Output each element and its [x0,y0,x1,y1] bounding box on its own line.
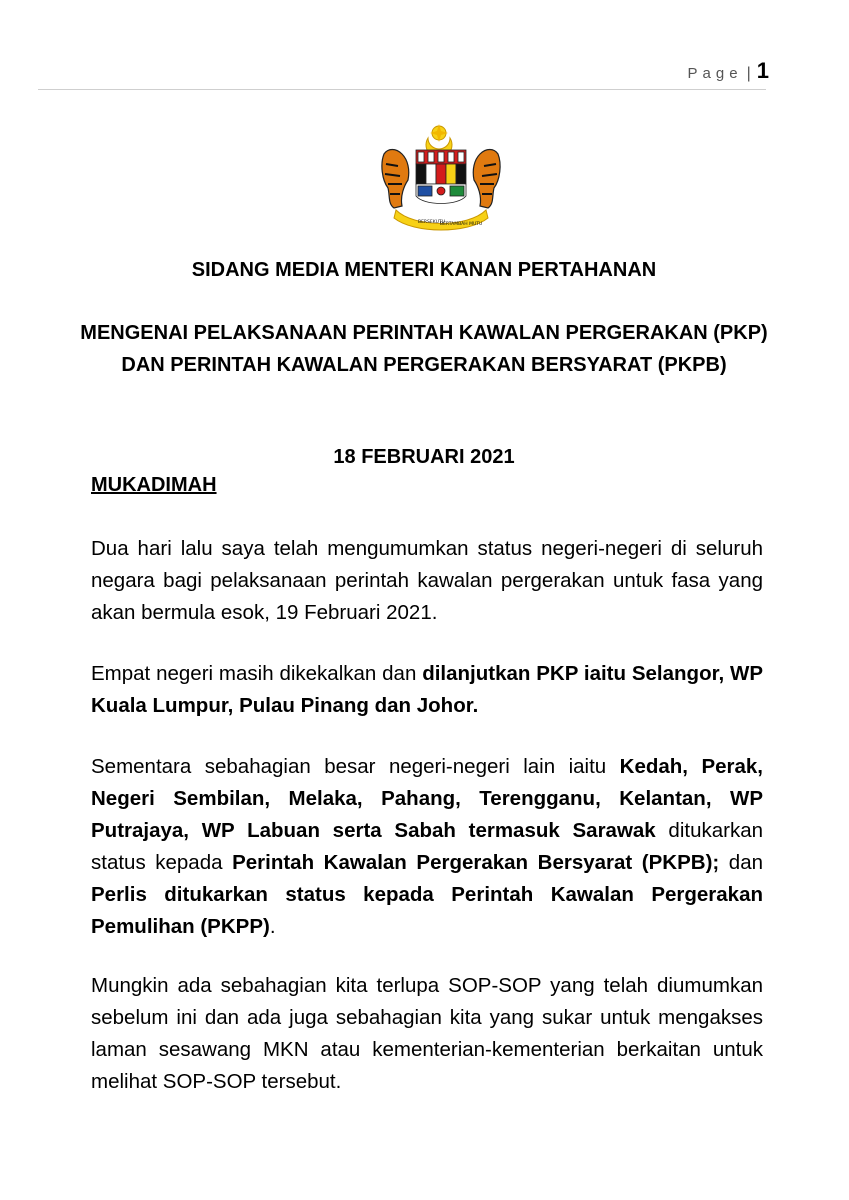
paragraph-2-bold: dilanjutkan PKP iaitu Selangor, WP Kuala Lumpur, Pulau Pinang dan Johor. [91,662,763,717]
paragraph-3-bold-pkpp: Perlis ditukarkan status kepada Perintah Kawalan Pergerakan Pemulihan (PKPP) [91,883,763,938]
star-icon [430,124,448,142]
page-number: 1 [756,58,769,83]
paragraph-3-text-g: . [269,915,276,938]
document-subtitle: MENGENAI PELAKSANAAN PERINTAH KAWALAN PERGERAKAN (PKP) DAN PERINTAH KAWALAN PERGERAKAN BERSYARAT (PKPB) [80,322,768,376]
paragraph-2 [91,658,763,722]
document-date: 18 FEBRUARI 2021 [333,446,515,468]
document-title: SIDANG MEDIA MENTERI KANAN PERTAHANAN [191,259,657,281]
paragraph-3-text-e: dan [719,851,763,874]
paragraph-3-text-c: ditukarkan status kepada [91,819,763,874]
section-heading: MUKADIMAH [91,474,217,496]
right-tiger-icon [473,150,500,209]
paragraph-3-bold-states: Kedah, Perak, Negeri Sembilan, Melaka, Pahang, Terengganu, Kelantan, WP Putrajaya, WP Labuan serta Sabah termasuk Sarawak [91,755,763,842]
motto-left-text: BERSEKUTU [418,220,445,225]
paragraph-3 [91,751,763,943]
left-tiger-icon [382,150,409,209]
paragraph-2-text: Empat negeri masih dikekalkan dan [91,662,423,685]
page-separator: | [746,65,751,82]
header-divider [38,89,766,90]
paragraph-4: Mungkin ada sebahagian kita terlupa SOP-SOP yang telah diumumkan sebelum ini dan ada juga sebahagian kita yang sukar untuk mengakses laman sesawang MKN atau kementerian-kementerian berkaitan untuk melihat SOP-SOP tersebut. [91,974,763,1093]
page-header [688,58,769,84]
paragraph-3-text-a: Sementara sebahagian besar negeri-negeri lain iaitu [91,755,620,778]
page-label: Page [687,65,743,82]
shield [416,150,466,204]
motto-right-text: BERTAMBAH MUTU [440,222,483,227]
malaysia-coat-of-arms-icon [378,124,504,232]
paragraph-1: Dua hari lalu saya telah mengumumkan status negeri-negeri di seluruh negara bagi pelaksanaan perintah kawalan pergerakan untuk fasa yang akan bermula esok, 19 Februari 2021. [91,537,763,624]
paragraph-3-bold-pkpb: Perintah Kawalan Pergerakan Bersyarat (PKPB); [232,851,720,874]
